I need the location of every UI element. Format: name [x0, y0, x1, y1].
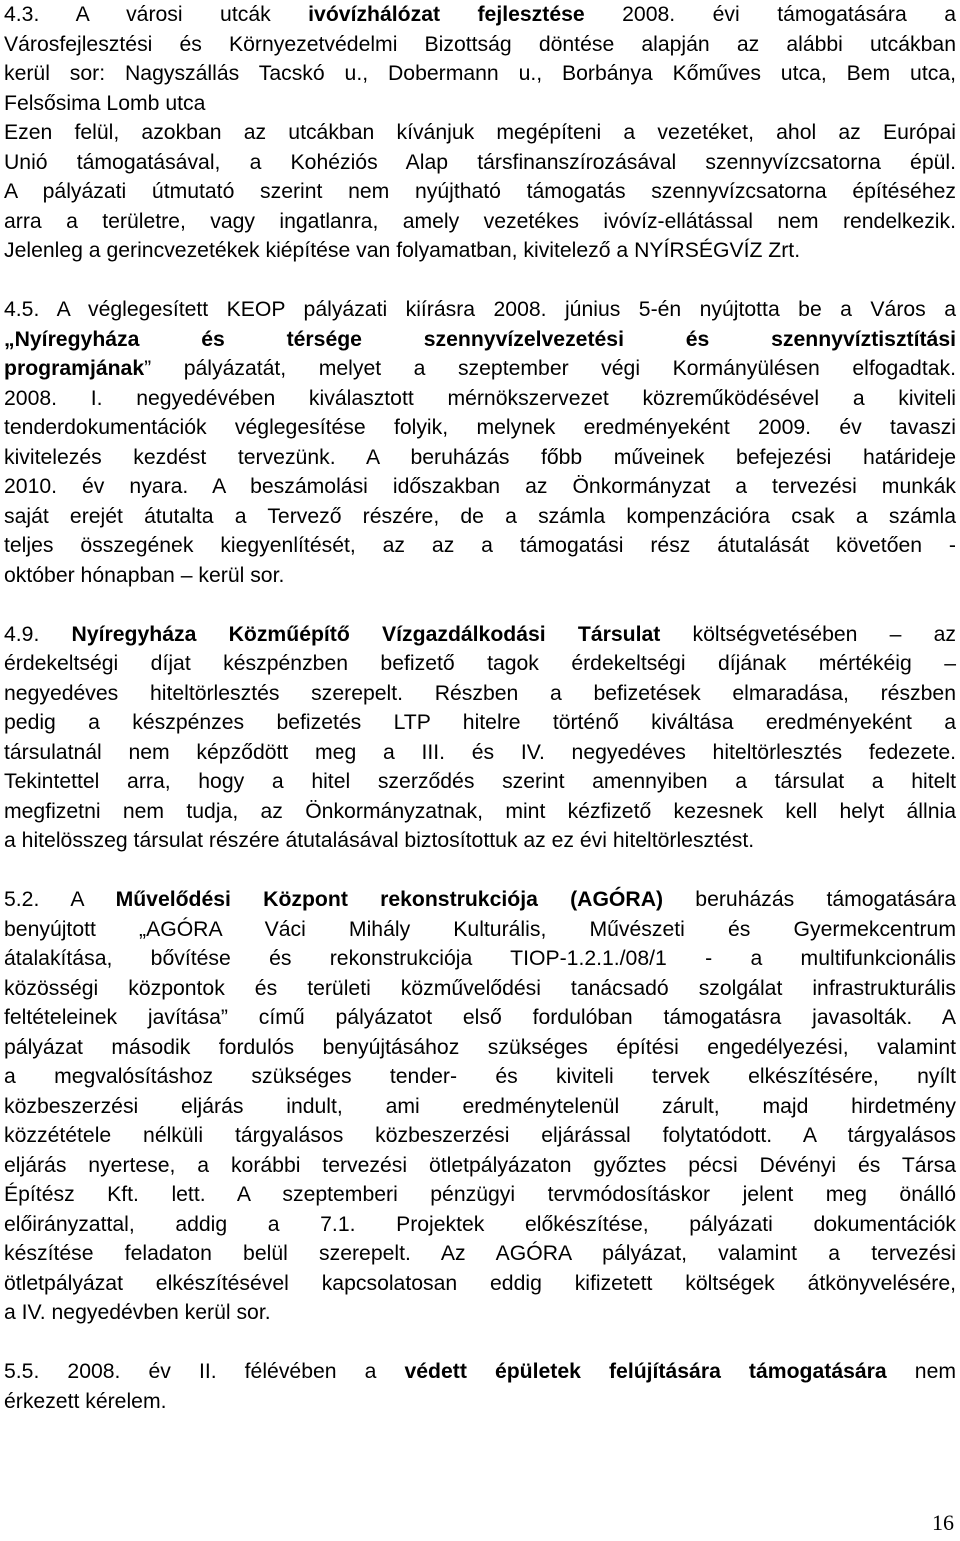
text-line: ötletpályázat elkészítésével kapcsolatosan eddig kifizetett költségek átkönyvelésére, — [4, 1271, 956, 1295]
bold-phrase: programjának — [4, 357, 145, 380]
text-line: 5.5. 2008. év II. félévében a védett épületek felújítására támogatására nem — [4, 1360, 957, 1383]
text-line: programjának” pályázatát, melyet a szeptember végi Kormányülésen elfogadtak. — [4, 357, 956, 380]
text-line: 4.5. A véglegesített KEOP pályázati kiírásra 2008. június 5-én nyújtotta be a Város a — [4, 298, 956, 321]
text-line: Ezen felül, azokban az utcákban kívánjuk megépíteni a vezetéket, ahol az Európai — [4, 121, 956, 144]
text-line: közösségi központok és területi közművelődési tanácsadó szolgálat infrastrukturális — [4, 976, 956, 1000]
text-line: átalakítása, bővítése és rekonstrukciója TIOP-1.2.1./08/1 - a multifunkcionális — [4, 947, 956, 970]
text-line: 4.9. Nyíregyháza Közműépítő Vízgazdálkodási Társulat költségvetésében – az — [4, 622, 956, 646]
text-line: A pályázati útmutató szerint nem nyújtható támogatás szennyvízcsatorna építéséhez — [4, 180, 956, 203]
text-line: teljes összegének kiegyenlítését, az az a támogatási rész átutalását követően - — [4, 534, 956, 557]
text-line: feltételeinek javítása” című pályázatot első fordulóban támogatásra javasolták. A — [4, 1006, 956, 1029]
section-4-9 — [4, 620, 956, 856]
text-line: a hitelösszeg társulat részére átutalásával biztosítottuk az ez évi hiteltörlesztést. — [4, 829, 755, 852]
section-4-3 — [4, 0, 956, 266]
text-line: Felsősima Lomb utca — [4, 91, 206, 115]
text-line: negyedéves hiteltörlesztés szerepelt. Részben a befizetések elmaradása, részben — [4, 681, 956, 705]
bold-phrase: Nyíregyháza Közműépítő Vízgazdálkodási Társulat — [71, 622, 661, 646]
text-line: 4.3. A városi utcák ivóvízhálózat fejlesztése 2008. évi támogatására a — [4, 3, 956, 26]
text-line: pályázat második fordulós benyújtásához szükséges építési engedélyezési, valamint — [4, 1035, 956, 1059]
paragraph-gap — [4, 1328, 956, 1358]
paragraph-gap — [4, 266, 956, 296]
text-line: tenderdokumentációk véglegesítése folyik, melynek eredményeként 2009. év tavaszi — [4, 416, 956, 439]
bold-phrase: ivóvízhálózat fejlesztése — [308, 3, 585, 26]
page-number: 16 — [932, 1510, 954, 1535]
text-line: saját erejét átutalta a Tervező részére, de a számla kompenzációra csak a számla — [4, 504, 956, 528]
text-line: október hónapban – kerül sor. — [4, 563, 285, 587]
text-line: Tekintettel arra, hogy a hitel szerződés szerint amennyiben a társulat a hitelt — [4, 770, 956, 793]
paragraph-gap — [4, 590, 956, 620]
section-4-5 — [4, 295, 956, 590]
text-line: érdekeltségi díjat készpénzben befizető tagok érdekeltségi díjának mértékéig – — [4, 652, 956, 675]
text-line: Építész Kft. lett. A szeptemberi pénzügyi tervmódosításkor jelent meg önálló — [4, 1183, 956, 1206]
text-line: társulatnál nem képződött meg a III. és IV. negyedéves hiteltörlesztés fedezete. — [4, 740, 956, 764]
text-line: megfizetni nem tudja, az Önkormányzatnak, mint kézfizető kezesnek kell helyt állnia — [4, 799, 956, 823]
text-line: kivitelezés kezdést tervezünk. A beruházás főbb műveinek befejezési határideje — [4, 445, 956, 469]
text-line: a megvalósításhoz szükséges tender- és kiviteli tervek elkészítésére, nyílt — [4, 1065, 956, 1088]
document-page — [4, 0, 956, 1416]
text-line: kerül sor: Nagyszállás Tacskó u., Dobermann u., Borbánya Kőműves utca, Bem utca, — [4, 62, 956, 85]
text-line: pedig a készpénzes befizetés LTP hitelre történő kiváltása eredményeként a — [4, 711, 956, 734]
bold-phrase: védett épületek felújítására támogatására — [404, 1360, 887, 1383]
text-line: benyújtott „AGÓRA Váci Mihály Kulturális, Művészeti és Gyermekcentrum — [4, 917, 956, 941]
text-line: arra a területre, vagy ingatlanra, amely vezetékes ivóvíz-ellátással nem rendelkezik. — [4, 209, 956, 233]
text-line: Városfejlesztési és Környezetvédelmi Bizottság döntése alapján az alábbi utcákban — [4, 32, 956, 56]
text-line: 2010. év nyara. A beszámolási időszakban az Önkormányzat a tervezési munkák — [4, 475, 956, 498]
bold-phrase: Művelődési Központ rekonstrukciója (AGÓRA) — [115, 888, 664, 911]
text-line: a IV. negyedévben kerül sor. — [4, 1301, 271, 1324]
text-line: előirányzattal, addig a 7.1. Projektek előkészítése, pályázati dokumentációk — [4, 1212, 956, 1236]
section-5-5 — [4, 1357, 956, 1416]
text-line: közbeszerzési eljárás indult, ami eredménytelenül zárult, majd hirdetmény — [4, 1094, 956, 1118]
text-line: 2008. I. negyedévében kiválasztott mérnökszervezet közreműködésével a kiviteli — [4, 386, 956, 410]
bold-phrase: „Nyíregyháza és térsége szennyvízelvezetési és szennyvíztisztítási — [4, 327, 956, 351]
text-line: 5.2. A Művelődési Központ rekonstrukciója (AGÓRA) beruházás támogatására — [4, 888, 957, 911]
text-line: eljárás nyertese, a korábbi tervezési ötletpályázaton győztes pécsi Dévényi és Társa — [4, 1153, 956, 1177]
text-line: érkezett kérelem. — [4, 1389, 167, 1413]
section-5-2 — [4, 885, 956, 1328]
text-line: Unió támogatásával, a Kohéziós Alap társfinanszírozásával szennyvízcsatorna épül. — [4, 150, 956, 174]
paragraph-gap — [4, 856, 956, 886]
text-line: készítése feladaton belül szerepelt. Az AGÓRA pályázat, valamint a tervezési — [4, 1242, 956, 1265]
text-line: közzététele nélküli tárgyalásos közbeszerzési eljárással folytatódott. A tárgyalásos — [4, 1124, 956, 1147]
text-line: Jelenleg a gerincvezetékek kiépítése van folyamatban, kivitelező a NYÍRSÉGVÍZ Zrt. — [4, 239, 801, 262]
